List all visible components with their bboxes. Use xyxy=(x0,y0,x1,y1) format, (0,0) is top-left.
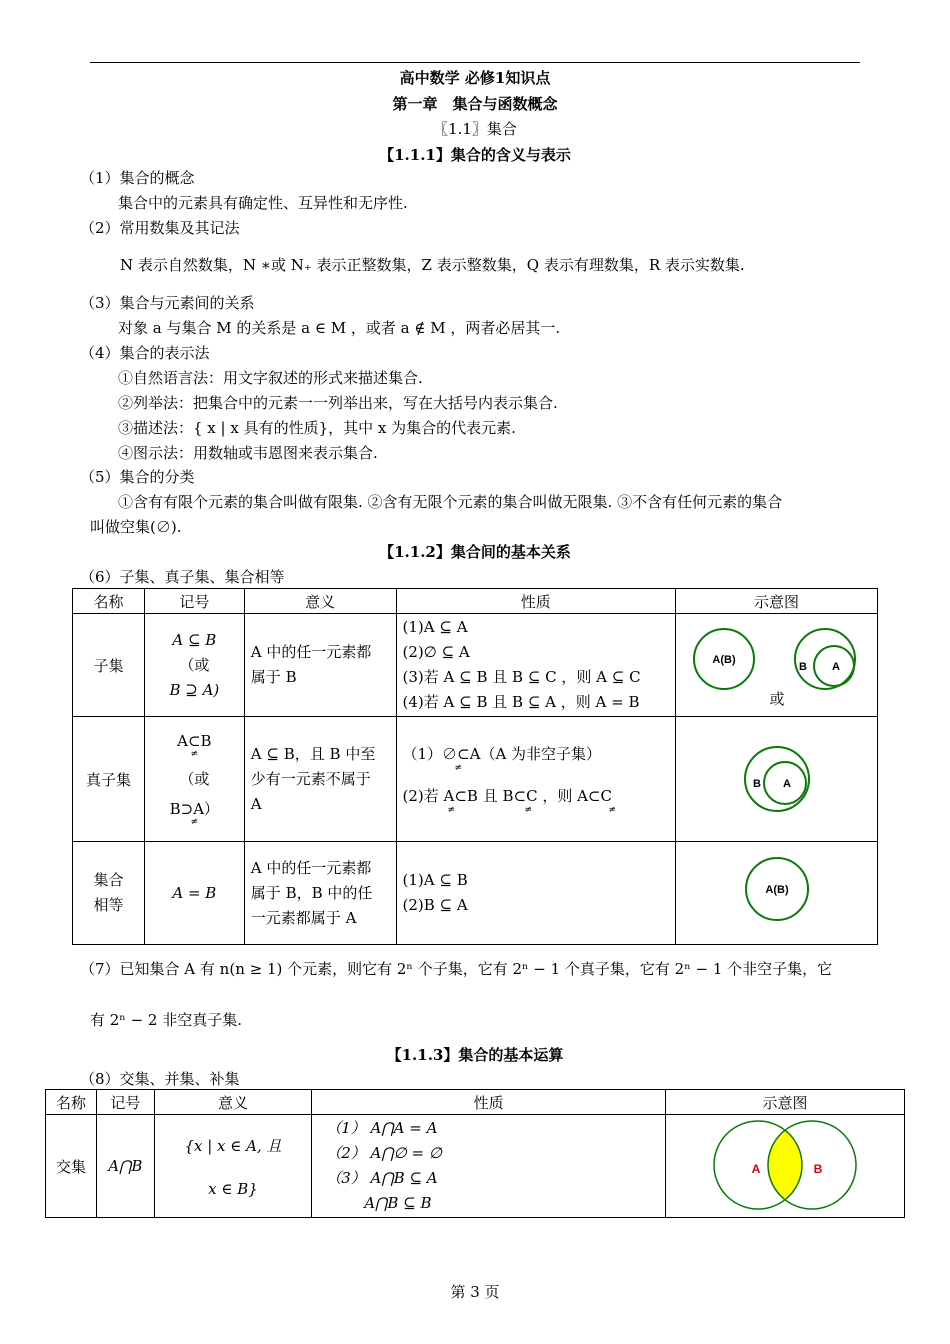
col-header-name: 名称 xyxy=(73,589,145,614)
table-header-row xyxy=(46,1090,905,1115)
meaning-line: A ⊆ B，且 B 中至 xyxy=(250,744,376,763)
heading-concept: （1）集合的概念 xyxy=(80,169,195,187)
col-header-name: 名称 xyxy=(46,1090,97,1115)
venn-label-a: A xyxy=(751,1162,761,1176)
venn-label-a: A xyxy=(831,661,840,673)
neq-mark: ≠ xyxy=(524,805,533,815)
table-row-subset xyxy=(73,614,878,717)
cell-name: 真子集 xyxy=(73,717,145,842)
heading-representation: （4）集合的表示法 xyxy=(80,344,210,362)
section-title: 〖1.1〗集合 xyxy=(433,120,517,138)
doc-title: 高中数学 必修1知识点 xyxy=(399,69,551,87)
symbol-line: A ⊆ B xyxy=(172,630,217,649)
property-line: (3)若 A ⊆ B 且 B ⊆ C ，则 A ⊆ C xyxy=(402,668,641,686)
cell-diagram xyxy=(676,614,878,717)
equality-venn-diagram xyxy=(677,842,877,940)
venn-label-b: B xyxy=(813,1162,823,1176)
text-subset-count-2: 有 2ⁿ − 2 非空真子集. xyxy=(90,1011,242,1029)
subsection-1-1-2: 【1.1.2】集合间的基本关系 xyxy=(379,543,571,561)
neq-marks xyxy=(403,806,669,814)
cell-property xyxy=(396,614,675,717)
property-line: （1）∅⊂A（A 为非空子集） xyxy=(402,745,602,763)
text-classification-2: 叫做空集(∅). xyxy=(90,518,182,536)
subsection-1-1-1: 【1.1.1】集合的含义与表示 xyxy=(379,146,571,164)
method-enumeration: ②列举法：把集合中的元素一一列举出来，写在大括号内表示集合. xyxy=(118,394,558,412)
property-line: （1） A⋂A = A xyxy=(326,1119,438,1137)
property-line: (4)若 A ⊆ B 且 B ⊆ A ，则 A = B xyxy=(402,693,640,711)
property-line: (2)∅ ⊆ A xyxy=(402,643,470,661)
neq-mark: ≠ xyxy=(447,805,456,815)
col-header-property: 性质 xyxy=(312,1090,666,1115)
cell-meaning xyxy=(244,842,396,945)
set-operations-table xyxy=(45,1089,905,1218)
table-row-intersection xyxy=(46,1115,905,1218)
symbol-line: B ⊇ A) xyxy=(169,680,220,699)
proper-subset-venn-diagram xyxy=(677,717,877,837)
table-row-set-equality xyxy=(73,842,878,945)
col-header-diagram: 示意图 xyxy=(665,1090,904,1115)
cell-symbol xyxy=(144,717,244,842)
cell-symbol: A = B xyxy=(144,842,244,945)
heading-subsets: （6）子集、真子集、集合相等 xyxy=(80,568,285,586)
cell-name: 交集 xyxy=(46,1115,97,1218)
subsection-1-1-3: 【1.1.3】集合的基本运算 xyxy=(386,1046,564,1064)
neq-mark: ≠ xyxy=(190,817,199,827)
cell-symbol: A⋂B xyxy=(96,1115,154,1218)
cell-symbol xyxy=(144,614,244,717)
text-number-sets: N 表示自然数集，N ∗或 N₊ 表示正整数集，Z 表示整数集，Q 表示有理数集，R 表示实数集. xyxy=(120,256,745,274)
text-element-relation: 对象 a 与集合 M 的关系是 a ∈ M ，或者 a ∉ M ，两者必居其一. xyxy=(118,319,561,337)
meaning-line: 属于 B，B 中的任 xyxy=(250,883,373,902)
cell-name xyxy=(73,842,145,945)
cell-meaning xyxy=(244,614,396,717)
property-line: (1)A ⊆ A xyxy=(402,618,468,636)
meaning-line: A 中的任一元素都 xyxy=(250,643,372,661)
meaning-line: A xyxy=(250,794,262,813)
venn-label-ab: A(B) xyxy=(711,654,736,666)
venn-label-b: B xyxy=(798,661,807,673)
method-description: ③描述法：{ x | x 具有的性质}，其中 x 为集合的代表元素. xyxy=(118,419,516,437)
cell-diagram xyxy=(676,717,878,842)
cell-property xyxy=(312,1115,666,1218)
property-line: （3） A⋂B ⊆ A xyxy=(326,1169,438,1187)
chapter-title: 第一章 集合与函数概念 xyxy=(392,95,558,113)
col-header-symbol: 记号 xyxy=(144,589,244,614)
symbol-line: B⊃A） xyxy=(169,800,220,818)
heading-classification: （5）集合的分类 xyxy=(80,468,195,486)
intersection-venn-diagram xyxy=(666,1115,904,1213)
subset-relation-table xyxy=(72,588,878,945)
heading-operations: （8）交集、并集、补集 xyxy=(80,1070,240,1088)
method-natural-language: ①自然语言法：用文字叙述的形式来描述集合. xyxy=(118,369,423,387)
property-line: (2)若 A⊂B 且 B⊂C ，则 A⊂C xyxy=(402,787,612,805)
venn-label-ab: A(B) xyxy=(764,884,789,896)
or-label: 或 xyxy=(768,690,785,708)
cell-meaning xyxy=(154,1115,311,1218)
venn-label-b: B xyxy=(752,778,761,790)
meaning-line: 少有一元素不属于 xyxy=(250,769,371,788)
cell-meaning xyxy=(244,717,396,842)
table-row-proper-subset xyxy=(73,717,878,842)
symbol-line: A⊂B xyxy=(177,732,212,750)
heading-element-relation: （3）集合与元素间的关系 xyxy=(80,294,255,312)
neq-mark: ≠ xyxy=(608,805,617,815)
col-header-diagram: 示意图 xyxy=(676,589,878,614)
col-header-property: 性质 xyxy=(396,589,675,614)
text-classification-1: ①含有有限个元素的集合叫做有限集. ②含有无限个元素的集合叫做无限集. ③不含有任何元素的集合 xyxy=(118,493,783,511)
heading-number-sets: （2）常用数集及其记法 xyxy=(80,219,240,237)
col-header-symbol: 记号 xyxy=(96,1090,154,1115)
page-number: 第 3 页 xyxy=(450,1283,500,1301)
venn-circle-b xyxy=(795,629,855,689)
cell-property xyxy=(396,717,675,842)
venn-label-a: A xyxy=(782,778,791,790)
subset-venn-diagram xyxy=(677,614,877,712)
table-header-row xyxy=(73,589,878,614)
top-rule xyxy=(90,62,860,63)
col-header-meaning: 意义 xyxy=(154,1090,311,1115)
meaning-line: x ∈ B} xyxy=(208,1179,258,1198)
name-line: 集合 xyxy=(93,871,124,889)
property-line: (2)B ⊆ A xyxy=(402,896,468,914)
meaning-line: A 中的任一元素都 xyxy=(250,858,372,877)
property-line: (1)A ⊆ B xyxy=(402,871,468,889)
col-header-meaning: 意义 xyxy=(244,589,396,614)
name-line: 相等 xyxy=(93,896,124,914)
neq-mark: ≠ xyxy=(454,763,463,773)
text-subset-count-1: （7）已知集合 A 有 n(n ≥ 1) 个元素，则它有 2ⁿ 个子集，它有 2ⁿ − 1 个真子集，它有 2ⁿ − 1 个非空子集，它 xyxy=(80,960,833,978)
method-diagram: ④图示法：用数轴或韦恩图来表示集合. xyxy=(118,444,378,462)
symbol-line: （或 xyxy=(179,770,210,788)
neq-mark: ≠ xyxy=(190,749,199,759)
cell-diagram xyxy=(676,842,878,945)
cell-property xyxy=(396,842,675,945)
meaning-line: 一元素都属于 A xyxy=(250,908,357,927)
property-line: （2） A⋂∅ = ∅ xyxy=(326,1144,442,1162)
meaning-line: {x | x ∈ A, 且 xyxy=(184,1136,282,1155)
text-concept: 集合中的元素具有确定性、互异性和无序性. xyxy=(118,194,408,212)
cell-name: 子集 xyxy=(73,614,145,717)
property-line: A⋂B ⊆ B xyxy=(364,1194,432,1212)
meaning-line: 属于 B xyxy=(250,668,297,686)
cell-diagram xyxy=(665,1115,904,1218)
symbol-line: （或 xyxy=(179,655,210,674)
